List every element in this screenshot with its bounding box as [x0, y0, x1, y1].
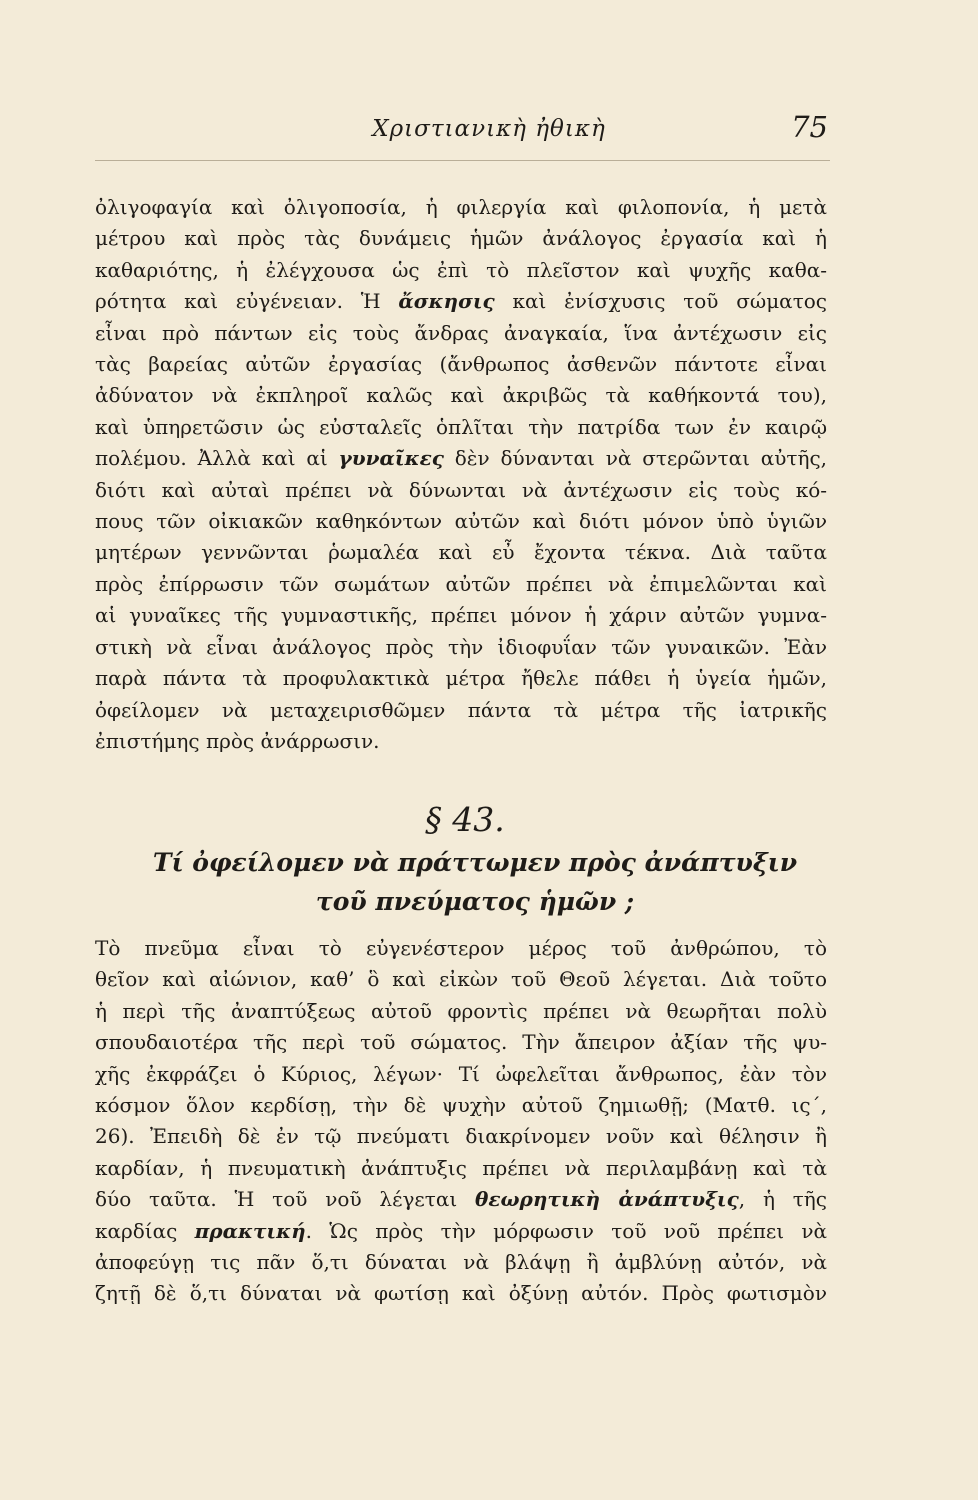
text-line: ζητῇ δὲ ὅ,τι δύναται νὰ φωτίσῃ καὶ ὀξύνῃ αὐτόν. Πρὸς φωτισμὸν — [95, 1281, 827, 1306]
text-line — [95, 1216, 827, 1247]
text-run: δύο ταῦτα. Ἡ τοῦ νοῦ λέγεται — [95, 1187, 475, 1212]
text-line — [95, 286, 827, 317]
text-line: παρὰ πάντα τὰ προφυλακτικὰ μέτρα ἤθελε πάθει ἡ ὑγεία ἡμῶν, — [95, 666, 827, 691]
emphasis-term: ἄσκησις — [398, 289, 495, 314]
text-line: ὀφείλομεν νὰ μεταχειρισθῶμεν πάντα τὰ μέτρα τῆς ἰατρικῆς — [95, 697, 827, 722]
paragraph-spirit — [95, 933, 827, 1310]
section-title: Τί ὀφείλομεν νὰ πράττωμεν πρὸς ἀνάπτυξιν — [152, 848, 798, 877]
text-line: ἀποφεύγῃ τις πᾶν ὅ,τι δύναται νὰ βλάψῃ ἢ ἀμβλύνῃ αὐτόν, νὰ — [95, 1250, 827, 1275]
text-line: ἀδύνατον νὰ ἐκπληροῖ καλῶς καὶ ἀκριβῶς τὰ καθήκοντά του), — [95, 383, 827, 408]
text-line: ἐπιστήμης πρὸς ἀνάρρωσιν. — [95, 728, 380, 753]
emphasis-term: πρακτική — [194, 1218, 306, 1243]
text-run: πολέμου. Ἀλλὰ καὶ αἱ — [95, 446, 339, 471]
text-line: πρὸς ἐπίρρωσιν τῶν σωμάτων αὐτῶν πρέπει νὰ ἐπιμελῶνται καὶ — [95, 571, 827, 596]
text-line: πους τῶν οἰκιακῶν καθηκόντων αὐτῶν καὶ διότι μόνον ὑπὸ ὑγιῶν — [95, 509, 827, 534]
text-line — [95, 1184, 827, 1215]
emphasis-term: θεωρητικὴ ἀνάπτυξις — [474, 1187, 739, 1212]
text-line: μητέρων γεννῶνται ῥωμαλέα καὶ εὖ ἔχοντα τέκνα. Διὰ ταῦτα — [95, 540, 827, 565]
emphasis-term: γυναῖκες — [338, 446, 444, 471]
text-line: τὰς βαρείας αὐτῶν ἐργασίας (ἄνθρωπος ἀσθενῶν πάντοτε εἶναι — [95, 352, 827, 377]
text-line: κόσμον ὅλον κερδίσῃ, τὴν δὲ ψυχὴν αὐτοῦ ζημιωθῇ; (Ματθ. ις΄, — [95, 1093, 827, 1118]
text-line: καθαριότης, ἡ ἐλέγχουσα ὡς ἐπὶ τὸ πλεῖστον καὶ ψυχῆς καθα- — [95, 257, 827, 282]
text-line: μέτρου καὶ πρὸς τὰς δυνάμεις ἡμῶν ἀνάλογος ἐργασία καὶ ἡ — [95, 226, 827, 251]
text-run: δὲν δύνανται νὰ στερῶνται αὐτῆς, — [443, 446, 827, 471]
text-line: σπουδαιοτέρα τῆς περὶ τοῦ σώματος. Τὴν ἄπειρον ἀξίαν τῆς ψυ- — [95, 1030, 827, 1055]
text-line: διότι καὶ αὐταὶ πρέπει νὰ δύνωνται νὰ ἀντέχωσιν εἰς τοὺς κό- — [95, 477, 827, 502]
text-line: χῆς ἐκφράζει ὁ Κύριος, λέγων· Τί ὠφελεῖται ἄνθρωπος, ἐὰν τὸν — [95, 1061, 827, 1086]
text-line: ὀλιγοφαγία καὶ ὀλιγοποσία, ἡ φιλεργία καὶ φιλοπονία, ἡ μετὰ — [95, 195, 827, 219]
running-title: Χριστιανικὴ ἠθικὴ — [372, 116, 606, 142]
text-line: εἶναι πρὸ πάντων εἰς τοὺς ἄνδρας ἀναγκαία, ἵνα ἀντέχωσιν εἰς — [95, 320, 827, 345]
text-line: θεῖον καὶ αἰώνιον, καθ’ ὃ καὶ εἰκὼν τοῦ Θεοῦ λέγεται. Διὰ τοῦτο — [95, 967, 827, 992]
section-title: τοῦ πνεύματος ἡμῶν ; — [315, 887, 635, 916]
text-line — [95, 443, 827, 474]
text-line: καρδίαν, ἡ πνευματικὴ ἀνάπτυξις πρέπει νὰ περιλαμβάνῃ καὶ τὰ — [95, 1155, 827, 1180]
text-line: στικὴ νὰ εἶναι ἀνάλογος πρὸς τὴν ἰδιοφυΐαν τῶν γυναικῶν. Ἐὰν — [95, 634, 827, 659]
text-run: καρδίας — [95, 1218, 195, 1243]
header-rule — [95, 160, 830, 161]
section-number: § 43. — [425, 800, 505, 839]
text-run: ρότητα καὶ εὐγένειαν. Ἡ — [95, 289, 399, 314]
paragraph-health — [95, 192, 827, 757]
text-line: ἡ περὶ τῆς ἀναπτύξεως αὐτοῦ φροντὶς πρέπει νὰ θεωρῆται πολὺ — [95, 998, 827, 1023]
text-line: αἱ γυναῖκες τῆς γυμναστικῆς, πρέπει μόνον ἡ χάριν αὐτῶν γυμνα- — [95, 603, 827, 628]
text-line: 26). Ἐπειδὴ δὲ ἐν τῷ πνεύματι διακρίνομεν νοῦν καὶ θέλησιν ἢ — [95, 1124, 827, 1149]
text-line: καὶ ὑπηρετῶσιν ὡς εὐσταλεῖς ὁπλῖται τὴν πατρίδα των ἐν καιρῷ — [95, 414, 827, 439]
text-run: καὶ ἐνίσχυσις τοῦ σώματος — [494, 289, 827, 314]
page-number: 75 — [791, 110, 828, 144]
text-line: Τὸ πνεῦμα εἶναι τὸ εὐγενέστερον μέρος τοῦ ἀνθρώπου, τὸ — [95, 936, 827, 960]
text-run: . Ὡς πρὸς τὴν μόρφωσιν τοῦ νοῦ πρέπει νὰ — [305, 1218, 827, 1243]
text-run: , ἡ τῆς — [738, 1187, 827, 1212]
